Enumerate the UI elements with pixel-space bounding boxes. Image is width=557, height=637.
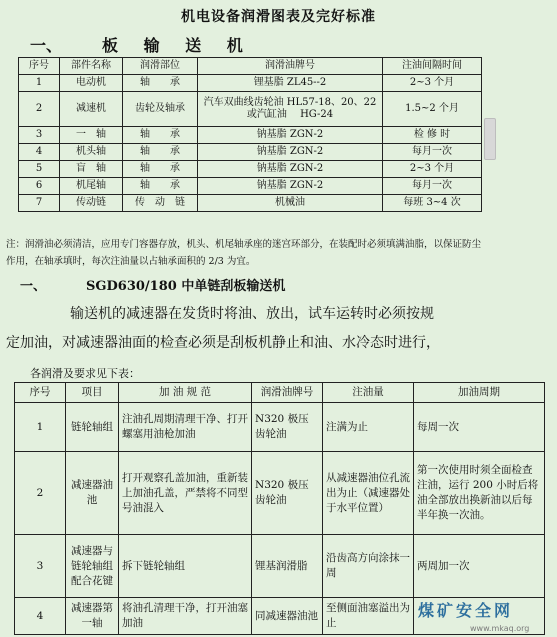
lubrication-table-1 [18, 57, 482, 212]
table-cell: 钠基脂 ZGN-2 [198, 144, 383, 161]
table-cell: 锂基脂 ZL45--2 [198, 75, 383, 92]
table-cell: 沿齿高方向涂抹一周 [323, 535, 414, 598]
table-cell: 齿轮及轴承 [123, 92, 198, 127]
table-cell: 2~3 个月 [383, 161, 482, 178]
table-cell: 3 [15, 535, 66, 598]
table-cell: 同减速器油池 [252, 598, 323, 635]
table-cell: 4 [19, 144, 60, 161]
table-cell: 检 修 时 [383, 127, 482, 144]
table-row [19, 161, 482, 178]
table-cell: 机尾轴 [60, 178, 123, 195]
table-cell: 传动链 [60, 195, 123, 212]
table-cell: 至侧面油塞溢出为止 [323, 598, 414, 635]
side-scroll-tab[interactable] [484, 118, 496, 160]
table-cell: 1.5~2 个月 [383, 92, 482, 127]
table-row [19, 75, 482, 92]
table-cell: 减速器油池 [66, 452, 119, 535]
table-cell: 2~3 个月 [383, 75, 482, 92]
table-cell: 从减速器油位孔流出为止（减速器处于水平位置） [323, 452, 414, 535]
table2-header-cell: 加 油 规 范 [119, 383, 252, 403]
section2-heading [20, 275, 285, 294]
paragraph-line-1: 输送机的减速器在发货时将油、放出，试车运转时必须按规 [70, 306, 434, 322]
table-cell: 6 [19, 178, 60, 195]
section1-heading [30, 33, 253, 56]
table-cell: 2 [15, 452, 66, 535]
table2-header-cell: 加油周期 [414, 383, 545, 403]
table-cell: 3 [19, 127, 60, 144]
table-cell: 每月一次 [383, 178, 482, 195]
table-cell: 2 [19, 92, 60, 127]
table-cell: 4 [15, 598, 66, 635]
document-title: 机电设备润滑图表及完好标准 [181, 9, 376, 25]
table-cell: N320 极压齿轮油 [252, 403, 323, 452]
table-cell: 一 轴 [60, 127, 123, 144]
table2-header-cell: 注油量 [323, 383, 414, 403]
table-cell: 每班 3~4 次 [383, 195, 482, 212]
table-cell: 机械油 [198, 195, 383, 212]
table-cell: 轴 承 [123, 161, 198, 178]
section2-number: 一、 [20, 279, 47, 294]
table-cell: 注满为止 [323, 403, 414, 452]
table-cell: 每月一次 [383, 144, 482, 161]
table-cell: 5 [19, 161, 60, 178]
table-cell: 减速机 [60, 92, 123, 127]
table-cell: 减速器与链轮轴组配合花键 [66, 535, 119, 598]
table-cell: 减速器第一轴 [66, 598, 119, 635]
paragraph-line-2: 定加油，对减速器油面的检查必须是刮板机静止和油、水冷态时进行， [6, 335, 440, 351]
table-cell: 钠基脂 ZGN-2 [198, 127, 383, 144]
table-row [19, 92, 482, 127]
table-cell: 轴 承 [123, 75, 198, 92]
table2-caption: 各润滑及要求见下表： [30, 367, 140, 380]
watermark-url: www.mkaq.org [470, 624, 530, 633]
section1-name: 板 输 送 机 [102, 36, 253, 55]
table-row [19, 127, 482, 144]
table-row [19, 195, 482, 212]
table-cell: 轴 承 [123, 127, 198, 144]
table-cell: 1 [19, 75, 60, 92]
table-cell: 1 [15, 403, 66, 452]
table1-header-row [19, 58, 482, 75]
table-cell: N320 极压齿轮油 [252, 452, 323, 535]
table-cell: 两周加一次 [414, 535, 545, 598]
table2-header-cell: 项目 [66, 383, 119, 403]
table-cell: 7 [19, 195, 60, 212]
table-cell: 电动机 [60, 75, 123, 92]
table-cell: 链轮轴组 [66, 403, 119, 452]
table-cell: 轴 承 [123, 144, 198, 161]
section2-name: SGD630/180 中单链刮板输送机 [86, 279, 286, 294]
table2-header-cell: 润滑油牌号 [252, 383, 323, 403]
table1-header-cell: 序号 [19, 58, 60, 75]
table1-header-cell: 润滑油牌号 [198, 58, 383, 75]
table1-header-cell: 注油间隔时间 [383, 58, 482, 75]
table-cell: 盲 轴 [60, 161, 123, 178]
table-cell: 轴 承 [123, 178, 198, 195]
table-cell: 打开观察孔盖加油，重新装上加油孔盖，严禁将不同型号油混入 [119, 452, 252, 535]
table-cell: 每周一次 [414, 403, 545, 452]
table2-header-row [15, 383, 545, 403]
watermark-logo: 煤矿安全网 [418, 601, 514, 620]
table-row [19, 178, 482, 195]
table1-note: 注：润滑油必须清洁，应用专门容器存放，机头、机尾轴承座的迷宫环部分，在装配时必须填满油脂，以保证防尘作用，在轴承填时，每次注油量以占轴承面积的 2/3 为宜。 [6, 239, 482, 267]
table-cell: 锂基润滑脂 [252, 535, 323, 598]
table1-header-cell: 部件名称 [60, 58, 123, 75]
table-row [19, 144, 482, 161]
table-cell: 拆下链轮轴组 [119, 535, 252, 598]
table1-header-cell: 润滑部位 [123, 58, 198, 75]
table-cell: 注油孔周期清理干净、打开螺塞用油枪加油 [119, 403, 252, 452]
table-row [15, 452, 545, 535]
table-cell: 机头轴 [60, 144, 123, 161]
table-cell: 传 动 链 [123, 195, 198, 212]
section1-number: 一、 [30, 36, 63, 55]
table-cell: 汽车双曲线齿轮油 HL57-18、20、22 或汽缸油 HG-24 [198, 92, 383, 127]
table2-header-cell: 序号 [15, 383, 66, 403]
table-cell: 钠基脂 ZGN-2 [198, 161, 383, 178]
table-cell: 将油孔清理干净，打开油塞加油 [119, 598, 252, 635]
table-cell: 第一次使用时须全面检查注油，运行 200 小时后将油全部放出换新油以后每半年换一次油。 [414, 452, 545, 535]
table-row [15, 535, 545, 598]
table-cell: 钠基脂 ZGN-2 [198, 178, 383, 195]
table-row [15, 403, 545, 452]
